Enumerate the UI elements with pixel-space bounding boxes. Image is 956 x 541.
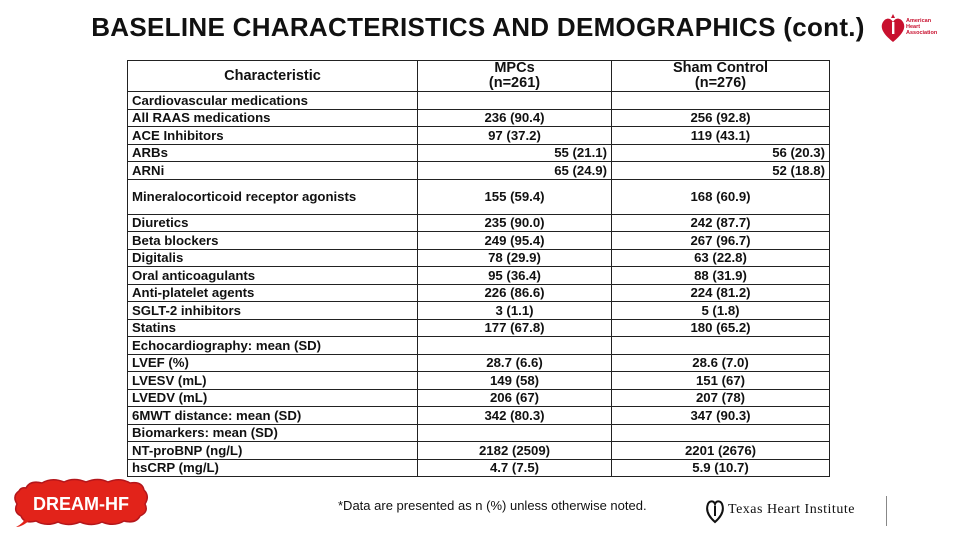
cell-sham-control	[612, 424, 830, 442]
footnote: *Data are presented as n (%) unless otherwise noted.	[338, 498, 647, 513]
cell-characteristic: Mineralocorticoid receptor agonists	[128, 179, 418, 214]
cell-characteristic: Beta blockers	[128, 232, 418, 250]
cell-sham-control: 119 (43.1)	[612, 127, 830, 145]
cell-mpcs: 155 (59.4)	[418, 179, 612, 214]
cell-mpcs: 4.7 (7.5)	[418, 459, 612, 477]
cell-mpcs: 3 (1.1)	[418, 302, 612, 320]
cell-characteristic: LVESV (mL)	[128, 372, 418, 390]
table-row	[128, 424, 830, 442]
cell-sham-control: 347 (90.3)	[612, 407, 830, 425]
cell-characteristic: Cardiovascular medications	[128, 92, 418, 110]
cell-mpcs	[418, 337, 612, 355]
cell-characteristic: Statins	[128, 319, 418, 337]
heart-shield-icon	[706, 498, 724, 524]
cell-mpcs: 235 (90.0)	[418, 214, 612, 232]
badge-label: DREAM-HF	[33, 494, 129, 514]
dream-hf-badge	[12, 478, 150, 528]
cell-sham-control: 52 (18.8)	[612, 162, 830, 180]
table-row	[128, 267, 830, 285]
cell-mpcs	[418, 92, 612, 110]
table-row	[128, 92, 830, 110]
slide-title: BASELINE CHARACTERISTICS AND DEMOGRAPHICS (cont.)	[91, 12, 865, 42]
header-characteristic: Characteristic	[128, 61, 418, 92]
cell-characteristic: Oral anticoagulants	[128, 267, 418, 285]
table-row	[128, 389, 830, 407]
cell-characteristic: hsCRP (mg/L)	[128, 459, 418, 477]
table-row	[128, 354, 830, 372]
cell-sham-control: 207 (78)	[612, 389, 830, 407]
cell-characteristic: Digitalis	[128, 249, 418, 267]
cell-sham-control: 151 (67)	[612, 372, 830, 390]
cell-sham-control: 5 (1.8)	[612, 302, 830, 320]
cell-characteristic: NT-proBNP (ng/L)	[128, 442, 418, 460]
table-row	[128, 179, 830, 214]
cell-sham-control: 63 (22.8)	[612, 249, 830, 267]
cell-characteristic: Anti-platelet agents	[128, 284, 418, 302]
cell-sham-control: 180 (65.2)	[612, 319, 830, 337]
table-row	[128, 127, 830, 145]
table-row	[128, 319, 830, 337]
header-sham-control: Sham Control (n=276)	[612, 61, 830, 92]
cell-mpcs: 78 (29.9)	[418, 249, 612, 267]
logo-divider	[886, 496, 887, 526]
cell-sham-control: 56 (20.3)	[612, 144, 830, 162]
cell-mpcs: 236 (90.4)	[418, 109, 612, 127]
heart-torch-icon	[880, 14, 906, 44]
aha-logo-text: American Heart Association	[906, 18, 938, 36]
cell-characteristic: ACE Inhibitors	[128, 127, 418, 145]
table-row	[128, 162, 830, 180]
baseline-table	[127, 60, 830, 477]
cell-sham-control: 28.6 (7.0)	[612, 354, 830, 372]
table-row	[128, 407, 830, 425]
cell-mpcs: 2182 (2509)	[418, 442, 612, 460]
table-row	[128, 144, 830, 162]
cell-sham-control: 88 (31.9)	[612, 267, 830, 285]
cell-sham-control: 267 (96.7)	[612, 232, 830, 250]
table-row	[128, 372, 830, 390]
cell-sham-control: 242 (87.7)	[612, 214, 830, 232]
cell-mpcs: 342 (80.3)	[418, 407, 612, 425]
cell-mpcs	[418, 424, 612, 442]
cell-mpcs: 177 (67.8)	[418, 319, 612, 337]
table-row	[128, 284, 830, 302]
cell-mpcs: 249 (95.4)	[418, 232, 612, 250]
cell-characteristic: Echocardiography: mean (SD)	[128, 337, 418, 355]
cell-characteristic: ARBs	[128, 144, 418, 162]
table-row	[128, 459, 830, 477]
cell-mpcs: 65 (24.9)	[418, 162, 612, 180]
table-header-row	[128, 61, 830, 92]
cell-mpcs: 95 (36.4)	[418, 267, 612, 285]
cell-characteristic: All RAAS medications	[128, 109, 418, 127]
table-row	[128, 442, 830, 460]
cell-sham-control: 5.9 (10.7)	[612, 459, 830, 477]
cell-characteristic: LVEDV (mL)	[128, 389, 418, 407]
cell-characteristic: LVEF (%)	[128, 354, 418, 372]
header-mpcs: MPCs (n=261)	[418, 61, 612, 92]
table-row	[128, 232, 830, 250]
aha-logo	[880, 12, 944, 48]
cell-mpcs: 226 (86.6)	[418, 284, 612, 302]
cell-characteristic: Diuretics	[128, 214, 418, 232]
cell-characteristic: 6MWT distance: mean (SD)	[128, 407, 418, 425]
table-row	[128, 302, 830, 320]
table-row	[128, 109, 830, 127]
thi-logo	[706, 496, 896, 524]
cell-mpcs: 55 (21.1)	[418, 144, 612, 162]
table-row	[128, 214, 830, 232]
cell-mpcs: 97 (37.2)	[418, 127, 612, 145]
table-row	[128, 249, 830, 267]
cell-characteristic: ARNi	[128, 162, 418, 180]
cell-characteristic: Biomarkers: mean (SD)	[128, 424, 418, 442]
cell-mpcs: 28.7 (6.6)	[418, 354, 612, 372]
cell-sham-control	[612, 92, 830, 110]
cell-characteristic: SGLT-2 inhibitors	[128, 302, 418, 320]
cell-mpcs: 206 (67)	[418, 389, 612, 407]
cell-sham-control	[612, 337, 830, 355]
cell-sham-control: 168 (60.9)	[612, 179, 830, 214]
cell-sham-control: 224 (81.2)	[612, 284, 830, 302]
thi-logo-text: Texas Heart Institute	[728, 502, 855, 517]
cell-mpcs: 149 (58)	[418, 372, 612, 390]
cell-sham-control: 256 (92.8)	[612, 109, 830, 127]
cell-sham-control: 2201 (2676)	[612, 442, 830, 460]
table-row	[128, 337, 830, 355]
